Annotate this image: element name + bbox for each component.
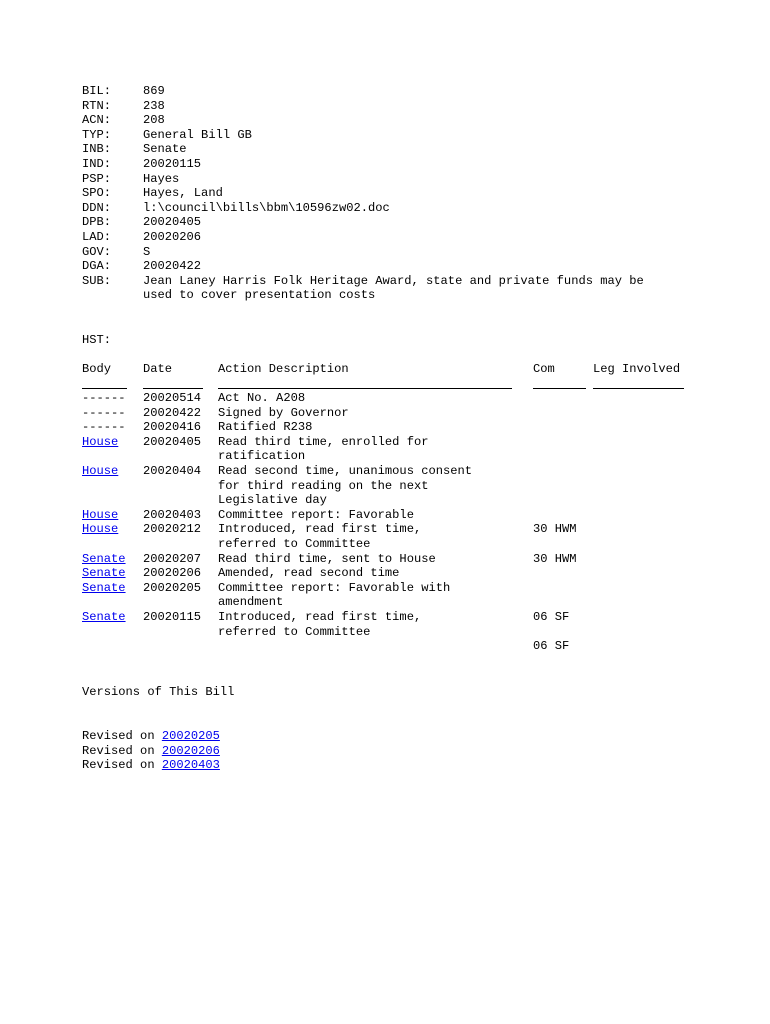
history-date: 20020205: [143, 580, 202, 595]
history-date: 20020416: [143, 420, 202, 435]
history-row: [82, 420, 722, 435]
history-action: Introduced, read first time, referred to Committee: [218, 522, 422, 551]
meta-key: DGA:: [82, 259, 112, 274]
meta-key: LAD:: [82, 229, 112, 244]
history-date: 20020514: [143, 391, 202, 405]
history-date: 20020206: [143, 566, 202, 581]
meta-value: 20020206: [143, 229, 202, 244]
history-body-link[interactable]: Senate: [82, 580, 126, 595]
meta-key: DDN:: [82, 200, 112, 215]
history-row: [82, 566, 722, 581]
versions-list: [82, 729, 220, 773]
version-row: [82, 729, 220, 744]
history-body: ------: [82, 405, 126, 420]
meta-value: 20020115: [143, 156, 202, 171]
meta-row: [82, 245, 703, 260]
header-action: Action Description: [218, 362, 349, 376]
meta-value: S: [143, 244, 151, 259]
meta-key: TYP:: [82, 127, 112, 142]
history-body-link[interactable]: House: [82, 434, 119, 449]
header-com: Com: [533, 362, 555, 376]
history-label: HST:: [82, 333, 112, 347]
header-rule-action: [218, 388, 512, 389]
header-leg: Leg Involved: [593, 362, 681, 376]
versions-title: Versions of This Bill: [82, 685, 235, 699]
history-date: 20020212: [143, 522, 202, 537]
meta-key: INB:: [82, 142, 112, 157]
meta-row: [82, 230, 703, 245]
version-link[interactable]: 20020206: [161, 743, 220, 758]
meta-value: General Bill GB: [143, 127, 252, 142]
version-prefix: Revised on: [82, 729, 162, 743]
header-rule-date: [143, 388, 203, 389]
history-action: Read third time, enrolled for ratification: [218, 434, 429, 464]
history-date: 20020405: [143, 434, 202, 449]
version-row: [82, 758, 220, 773]
meta-value: 869: [143, 84, 165, 98]
history-header: [82, 362, 722, 392]
history-committee: 06 SF: [533, 609, 570, 624]
meta-value: 208: [143, 113, 165, 128]
meta-key: GOV:: [82, 244, 112, 259]
meta-value: Senate: [143, 142, 187, 157]
history-date: 20020115: [143, 609, 202, 624]
history-row: [82, 552, 722, 567]
meta-value: 20020422: [143, 259, 202, 274]
meta-key: SPO:: [82, 186, 112, 201]
header-rule-com: [533, 388, 586, 389]
version-row: [82, 744, 220, 759]
history-action: Ratified R238: [218, 420, 313, 435]
history-action: Read third time, sent to House: [218, 551, 436, 566]
meta-row: [82, 259, 703, 274]
history-action: Read second time, unanimous consent for third reading on the next Legislative day: [218, 463, 473, 508]
history-row: [82, 391, 722, 406]
history-action: Introduced, read first time, referred to Committee: [218, 609, 422, 639]
meta-row: [82, 201, 703, 216]
history-body-link[interactable]: House: [82, 522, 119, 537]
meta-row: [82, 172, 703, 187]
meta-row: [82, 186, 703, 201]
header-rule-body: [82, 388, 127, 389]
meta-value: Hayes: [143, 171, 180, 186]
version-link[interactable]: 20020205: [161, 729, 220, 743]
history-table: [82, 391, 722, 654]
history-action: Committee report: Favorable with amendment: [218, 580, 451, 610]
history-action: Amended, read second time: [218, 566, 400, 581]
history-body-link[interactable]: Senate: [82, 609, 126, 624]
history-body-link[interactable]: Senate: [82, 566, 126, 581]
meta-key: ACN:: [82, 113, 112, 128]
history-date: 20020422: [143, 405, 202, 420]
meta-key: PSP:: [82, 171, 112, 186]
meta-key: BIL:: [82, 84, 112, 98]
meta-row: [82, 128, 703, 143]
history-date: 20020207: [143, 551, 202, 566]
history-action: Signed by Governor: [218, 405, 349, 420]
meta-row: [82, 113, 703, 128]
history-row: [82, 406, 722, 421]
bill-metadata: [82, 84, 703, 303]
meta-value: Hayes, Land: [143, 186, 223, 201]
history-row: [82, 435, 722, 464]
history-body: ------: [82, 420, 126, 435]
version-prefix: Revised on: [82, 758, 162, 773]
meta-key: IND:: [82, 156, 112, 171]
meta-value: Jean Laney Harris Folk Heritage Award, state and private funds may be used to cover presentation costs: [143, 273, 644, 303]
meta-key: RTN:: [82, 98, 112, 113]
history-committee: 06 SF: [533, 639, 570, 654]
meta-value: l:\council\bills\bbm\10596zw02.doc: [143, 200, 390, 215]
version-link[interactable]: 20020403: [161, 758, 220, 773]
history-body-link[interactable]: House: [82, 507, 119, 522]
history-body: ------: [82, 391, 126, 405]
history-committee: 30 HWM: [533, 551, 577, 566]
history-row: [82, 609, 722, 654]
header-date: Date: [143, 362, 173, 376]
history-row: [82, 464, 722, 508]
meta-value: 20020405: [143, 215, 202, 230]
history-date: 20020403: [143, 507, 202, 522]
history-action: Act No. A208: [218, 391, 306, 405]
history-action: Committee report: Favorable: [218, 507, 414, 522]
meta-key: SUB:: [82, 273, 112, 288]
history-date: 20020404: [143, 463, 202, 478]
meta-row: [82, 157, 703, 172]
history-committee: 30 HWM: [533, 522, 577, 537]
meta-row: [82, 84, 703, 99]
header-body: Body: [82, 362, 112, 376]
meta-row: [82, 274, 703, 303]
meta-row: [82, 215, 703, 230]
meta-value: 238: [143, 98, 165, 113]
version-prefix: Revised on: [82, 743, 162, 758]
meta-key: DPB:: [82, 215, 112, 230]
header-rule-leg: [593, 388, 684, 389]
history-body-link[interactable]: Senate: [82, 551, 126, 566]
history-body-link[interactable]: House: [82, 463, 119, 478]
meta-row: [82, 99, 703, 114]
meta-row: [82, 142, 703, 157]
